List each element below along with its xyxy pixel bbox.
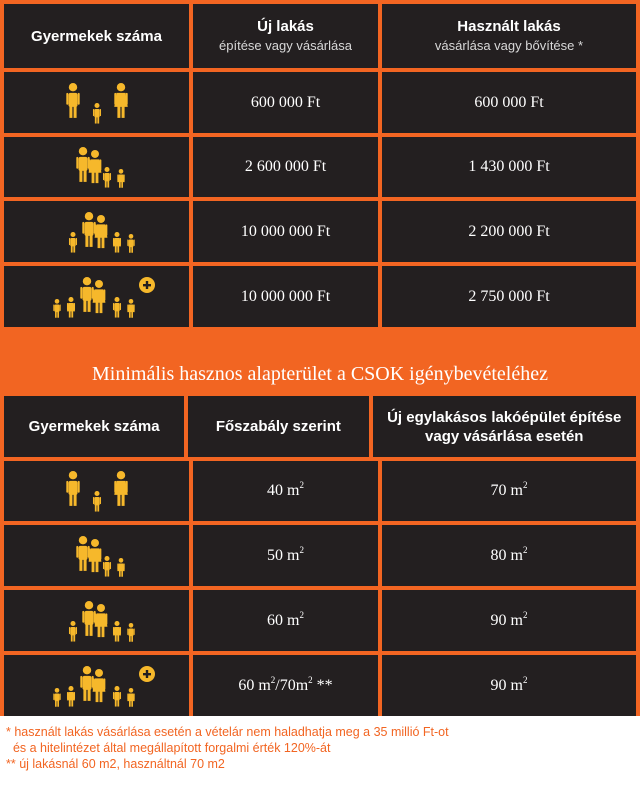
used-home-amount: 2 750 000 Ft [382, 266, 636, 327]
table2-header [4, 396, 636, 457]
new-home-amount: 10 000 000 Ft [193, 266, 378, 327]
table2-row [4, 590, 636, 651]
header-used-home: Használt lakás vásárlása vagy bővítése * [382, 4, 636, 68]
family-1-child-icon [4, 461, 189, 521]
used-home-amount: 1 430 000 Ft [382, 137, 636, 197]
new-home-amount: 2 600 000 Ft [193, 137, 378, 197]
table1-row [4, 201, 636, 262]
family-3-children-icon [4, 201, 189, 262]
new-home-amount: 10 000 000 Ft [193, 201, 378, 262]
footnote-1-cont: és a hitelintézet által megállapított forgalmi érték 120%-át [6, 741, 331, 755]
table2-row [4, 655, 636, 716]
new-house-min-area: 90 $m^2$ [382, 655, 636, 716]
family-2-children-icon [4, 525, 189, 586]
new-house-min-area: 70 $m^2$ [382, 461, 636, 521]
header-children-count: Gyermekek száma [4, 396, 184, 457]
general-min-area: 60 $m^2/70m^2$ ** [193, 655, 378, 716]
family-4-plus-children-icon [4, 655, 189, 716]
general-min-area: 60 $m^2$ [193, 590, 378, 651]
family-3-children-icon [4, 590, 189, 651]
used-home-amount: 2 200 000 Ft [382, 201, 636, 262]
table2-row [4, 461, 636, 521]
table1-row [4, 266, 636, 327]
footnote-1: * használt lakás vásárlása esetén a vételár nem haladhatja meg a 35 millió Ft-ot [6, 725, 449, 739]
header-new-detached-house: Új egylakásos lakóépület építése vagy vásárlása esetén [373, 396, 636, 457]
family-4-plus-children-icon [4, 266, 189, 327]
new-home-amount: 600 000 Ft [193, 72, 378, 133]
table1-header [4, 4, 636, 68]
table1-row [4, 72, 636, 133]
used-home-amount: 600 000 Ft [382, 72, 636, 133]
header-new-home: Új lakás építése vagy vásárlása [193, 4, 378, 68]
footnotes [0, 716, 640, 789]
family-2-children-icon [4, 137, 189, 197]
header-children-count: Gyermekek száma [4, 4, 189, 68]
new-house-min-area: 80 $m^2$ [382, 525, 636, 586]
general-min-area: 50 $m^2$ [193, 525, 378, 586]
header-general-rule: Főszabály szerint [188, 396, 368, 457]
new-house-min-area: 90 $m^2$ [382, 590, 636, 651]
footnote-2: ** új lakásnál 60 m2, használtnál 70 m2 [6, 757, 225, 771]
table1-row [4, 137, 636, 197]
table2-row [4, 525, 636, 586]
general-min-area: 40 $m^2$ [193, 461, 378, 521]
family-1-child-icon [4, 72, 189, 133]
section-title: Minimális hasznos alapterület a CSOK igénybevételéhez [92, 363, 548, 385]
